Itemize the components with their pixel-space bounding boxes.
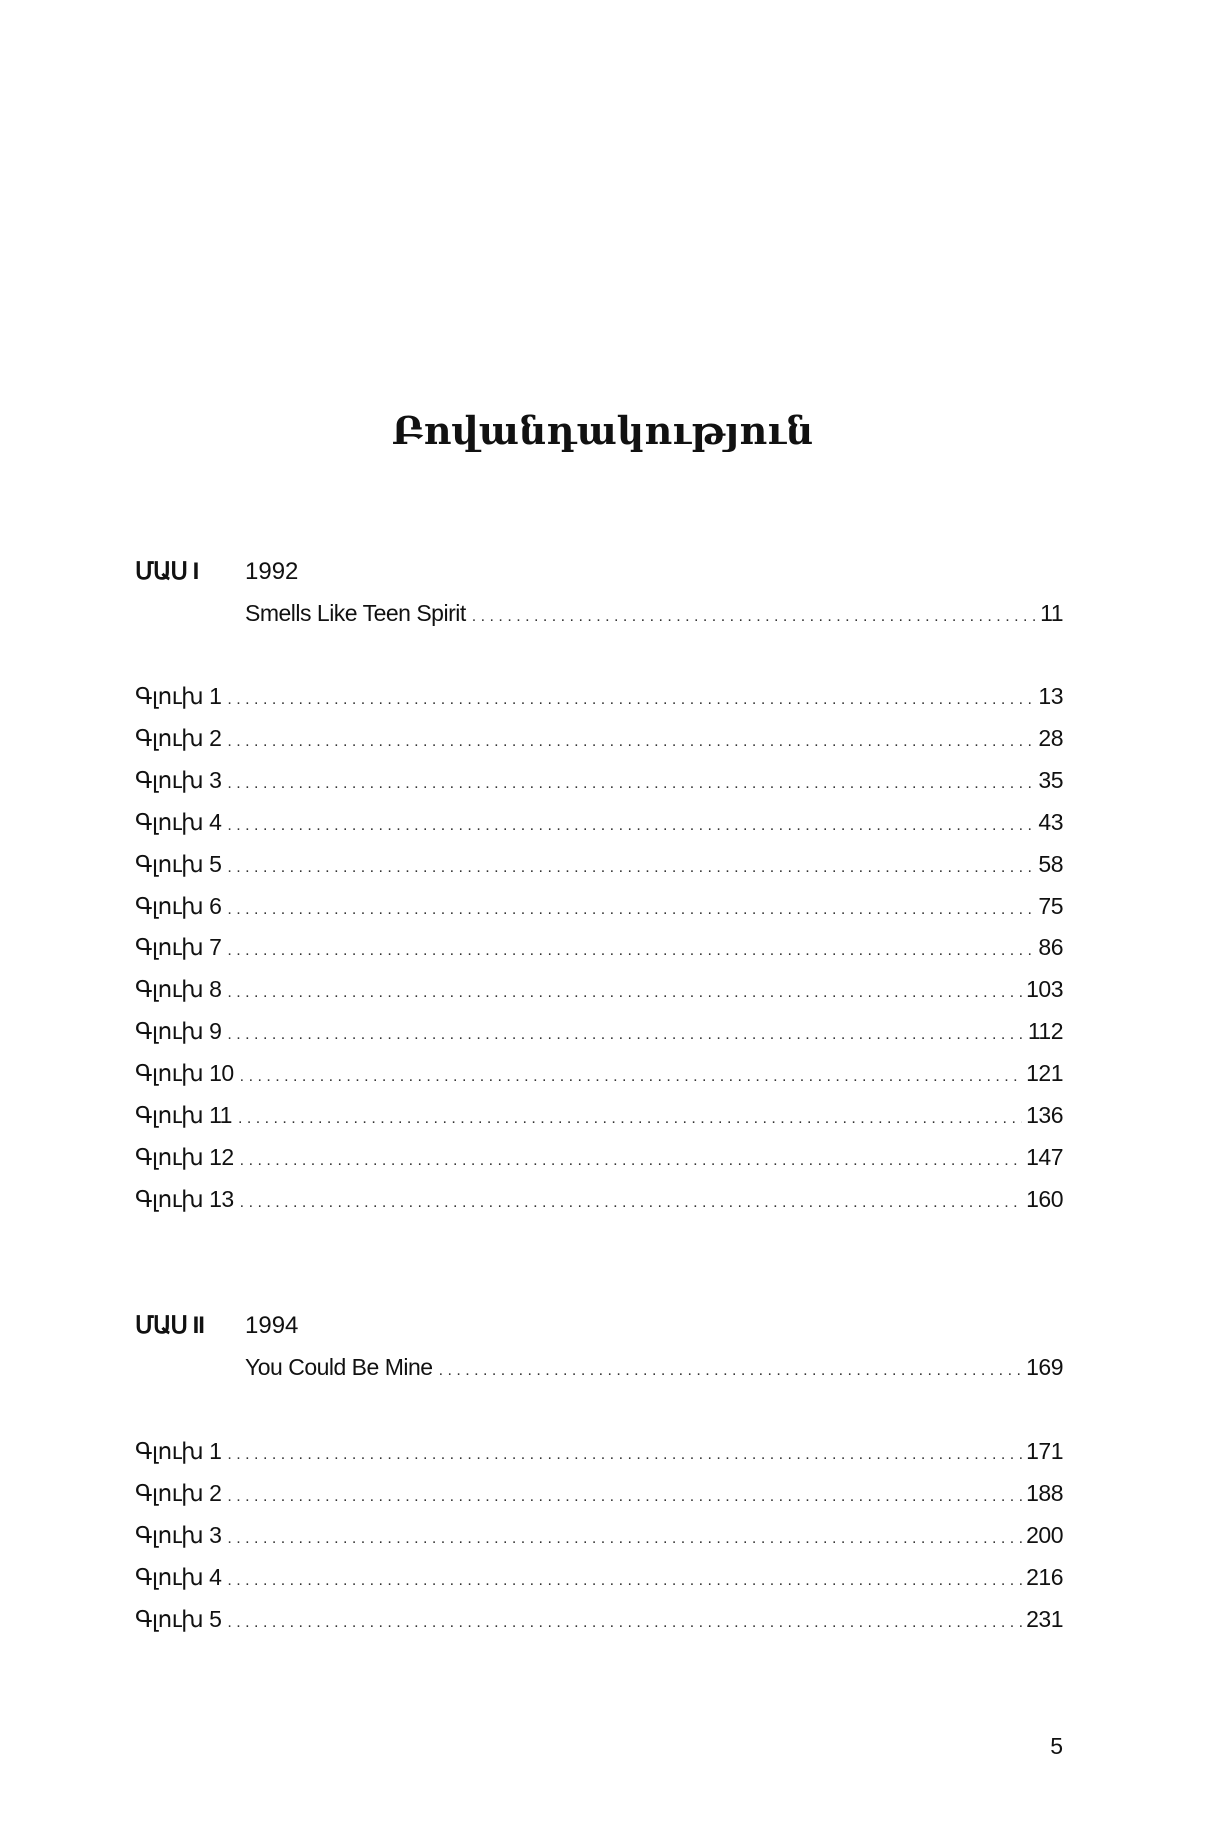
dot-leader <box>227 1488 1022 1506</box>
entry-title: Գլուխ 3 <box>135 1521 222 1548</box>
dot-leader <box>227 817 1034 835</box>
entry-title: Գլուխ 2 <box>135 1479 222 1506</box>
entry-page: 75 <box>1038 892 1063 919</box>
entry-title: Գլուխ 5 <box>135 850 222 877</box>
chapter-entry[interactable] <box>135 1438 1063 1468</box>
entry-title: Գլուխ 8 <box>135 976 222 1003</box>
entry-page: 216 <box>1026 1563 1063 1590</box>
entry-title: Գլուխ 10 <box>135 1060 234 1087</box>
entry-title: Գլուխ 2 <box>135 724 222 751</box>
entry-page: 160 <box>1026 1185 1063 1212</box>
page-number: 5 <box>1050 1733 1063 1759</box>
chapter-entry[interactable] <box>135 976 1063 1006</box>
entry-title: Գլուխ 3 <box>135 766 222 793</box>
part-heading <box>135 557 298 586</box>
dot-leader <box>472 608 1036 626</box>
entry-page: 28 <box>1038 724 1063 751</box>
chapter-entry[interactable] <box>135 1606 1063 1636</box>
dot-leader <box>240 1194 1022 1212</box>
chapter-entry[interactable] <box>135 893 1063 923</box>
dot-leader <box>227 1026 1023 1044</box>
entry-page: 147 <box>1026 1143 1063 1170</box>
chapter-entry[interactable] <box>135 725 1063 755</box>
part-label: ՄԱՍ I <box>135 558 199 585</box>
chapter-entry[interactable] <box>135 809 1063 839</box>
entry-page: 188 <box>1026 1479 1063 1506</box>
entry-title: Գլուխ 4 <box>135 1563 222 1590</box>
entry-page: 200 <box>1026 1521 1063 1548</box>
entry-page: 86 <box>1038 934 1063 961</box>
dot-leader <box>227 1530 1022 1548</box>
dot-leader <box>227 942 1034 960</box>
entry-page: 43 <box>1038 808 1063 835</box>
entry-title: Գլուխ 5 <box>135 1605 222 1632</box>
chapter-entry[interactable] <box>135 934 1063 964</box>
entry-page: 136 <box>1026 1102 1063 1128</box>
entry-title: Գլուխ 13 <box>135 1185 234 1212</box>
entry-page: 103 <box>1026 976 1063 1003</box>
chapter-entry[interactable] <box>135 1564 1063 1594</box>
part-subtitle-entry[interactable] <box>245 1354 1063 1384</box>
chapter-entry[interactable] <box>135 1060 1063 1090</box>
dot-leader <box>227 691 1034 709</box>
dot-leader <box>227 859 1034 877</box>
chapter-entry[interactable] <box>135 767 1063 797</box>
entry-page: 121 <box>1026 1060 1063 1087</box>
entry-page: 231 <box>1026 1605 1063 1632</box>
entry-title: Գլուխ 1 <box>135 1438 222 1464</box>
chapter-entry[interactable] <box>135 683 1063 713</box>
chapter-entry[interactable] <box>135 1522 1063 1552</box>
dot-leader <box>227 733 1034 751</box>
entry-title: Գլուխ 4 <box>135 808 222 835</box>
part-label: ՄԱՍ II <box>135 1312 204 1339</box>
entry-title: Գլուխ 7 <box>135 934 222 961</box>
entry-title: Գլուխ 11 <box>135 1102 232 1128</box>
entry-title: Գլուխ 9 <box>135 1018 222 1045</box>
entry-title: Գլուխ 12 <box>135 1143 234 1170</box>
entry-page: 58 <box>1038 850 1063 877</box>
dot-leader <box>227 984 1022 1002</box>
dot-leader <box>227 1446 1022 1464</box>
chapter-entry[interactable] <box>135 851 1063 881</box>
entry-page: 112 <box>1027 1018 1063 1045</box>
dot-leader <box>240 1068 1022 1086</box>
chapter-entry[interactable] <box>135 1102 1063 1132</box>
entry-title: You Could Be Mine <box>245 1354 433 1380</box>
entry-page: 11 <box>1040 600 1063 626</box>
entry-page: 35 <box>1038 766 1063 793</box>
part-year: 1992 <box>245 558 299 585</box>
chapter-entry[interactable] <box>135 1144 1063 1174</box>
dot-leader <box>227 1614 1022 1632</box>
entry-page: 171 <box>1026 1438 1063 1464</box>
dot-leader <box>227 1572 1022 1590</box>
part-heading <box>135 1311 298 1340</box>
chapter-entry[interactable] <box>135 1480 1063 1510</box>
entry-title: Smells Like Teen Spirit <box>245 600 466 626</box>
entry-page: 169 <box>1026 1354 1063 1380</box>
part-subtitle-entry[interactable] <box>245 600 1063 630</box>
entry-page: 13 <box>1038 683 1063 709</box>
chapter-entry[interactable] <box>135 1018 1063 1048</box>
dot-leader <box>227 901 1034 919</box>
dot-leader <box>227 775 1034 793</box>
page-title: Բովանդակություն <box>391 408 814 453</box>
chapter-entry[interactable] <box>135 1186 1063 1216</box>
entry-title: Գլուխ 1 <box>135 683 222 709</box>
entry-title: Գլուխ 6 <box>135 892 222 919</box>
dot-leader <box>238 1110 1022 1128</box>
dot-leader <box>240 1152 1022 1170</box>
part-year: 1994 <box>245 1312 299 1339</box>
dot-leader <box>439 1362 1023 1380</box>
